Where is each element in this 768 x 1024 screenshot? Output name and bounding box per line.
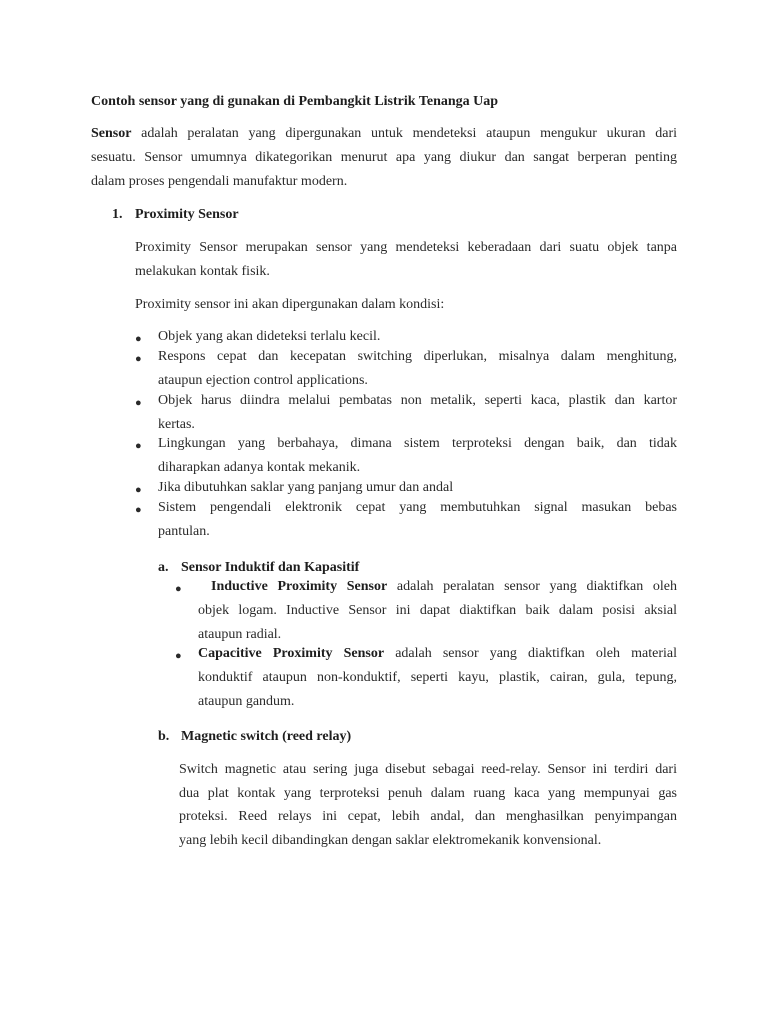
- list-item: Lingkungan yang berbahaya, dimana sistem terproteksi dengan baik, dan tidak: [158, 436, 677, 451]
- list-item: Sistem pengendali elektronik cepat yang membutuhkan signal masukan bebas: [158, 500, 677, 515]
- list-item-continuation: ataupun ejection control applications.: [158, 373, 368, 388]
- section-1-number: 1.: [112, 207, 123, 222]
- inductive-sensor-line-1: [211, 579, 677, 595]
- section-1-paragraph-line-2: melakukan kontak fisik.: [135, 264, 270, 279]
- subsection-a-letter: a.: [158, 560, 169, 575]
- intro-line-1: [91, 126, 677, 142]
- intro-line-1-text: adalah peralatan yang dipergunakan untuk mendeteksi ataupun mengukur ukuran dari: [141, 126, 677, 141]
- inductive-sensor-line-1-text: adalah peralatan sensor yang diaktifkan oleh: [396, 579, 677, 594]
- capacitive-sensor-line-2: konduktif ataupun non-konduktif, seperti kayu, plastik, cairan, gula, tepung,: [198, 670, 677, 685]
- inductive-sensor-term: Inductive Proximity Sensor: [211, 579, 388, 594]
- capacitive-sensor-term: Capacitive Proximity Sensor: [198, 646, 385, 661]
- list-item-continuation: diharapkan adanya kontak mekanik.: [158, 460, 361, 475]
- section-1-conditions-intro: Proximity sensor ini akan dipergunakan dalam kondisi:: [135, 297, 445, 312]
- section-1-paragraph-line-1: Proximity Sensor merupakan sensor yang mendeteksi keberadaan dari suatu objek tanpa: [135, 240, 677, 255]
- intro-term: Sensor: [91, 126, 132, 141]
- capacitive-sensor-line-1: [198, 646, 677, 662]
- reed-relay-line-3: proteksi. Reed relays ini cepat, lebih andal, dan menghasilkan penyimpangan: [179, 809, 677, 824]
- list-item-continuation: kertas.: [158, 417, 195, 432]
- list-item: Jika dibutuhkan saklar yang panjang umur dan andal: [158, 480, 454, 495]
- capacitive-sensor-line-1-text: adalah sensor yang diaktifkan oleh material: [395, 646, 677, 661]
- bullet-icon: ●: [135, 484, 142, 496]
- reed-relay-line-1: Switch magnetic atau sering juga disebut sebagai reed-relay. Sensor ini terdiri dari: [179, 762, 677, 777]
- list-item: Objek yang akan dideteksi terlalu kecil.: [158, 329, 381, 344]
- intro-line-3: dalam proses pengendali manufaktur modern.: [91, 174, 348, 189]
- bullet-icon: ●: [135, 440, 142, 452]
- bullet-icon: ●: [135, 333, 142, 345]
- intro-line-2: sesuatu. Sensor umumnya dikategorikan menurut apa yang diukur dan sangat berperan penting: [91, 150, 677, 165]
- reed-relay-line-2: dua plat kontak yang terproteksi penuh dalam ruang kaca yang mempunyai gas: [179, 786, 677, 801]
- list-item: Respons cepat dan kecepatan switching diperlukan, misalnya dalam menghitung,: [158, 349, 677, 364]
- list-item: Objek harus diindra melalui pembatas non metalik, seperti kaca, plastik dan kartor: [158, 393, 677, 408]
- bullet-icon: ●: [175, 583, 182, 595]
- bullet-icon: ●: [175, 650, 182, 662]
- subsection-a-heading: Sensor Induktif dan Kapasitif: [181, 560, 360, 575]
- inductive-sensor-line-2: objek logam. Inductive Sensor ini dapat diaktifkan baik dalam posisi aksial: [198, 603, 677, 618]
- bullet-icon: ●: [135, 353, 142, 365]
- inductive-sensor-line-3: ataupun radial.: [198, 627, 282, 642]
- capacitive-sensor-line-3: ataupun gandum.: [198, 694, 295, 709]
- document-title: Contoh sensor yang di gunakan di Pembangkit Listrik Tenanga Uap: [91, 94, 499, 109]
- section-1-heading: Proximity Sensor: [135, 207, 239, 222]
- subsection-b-letter: b.: [158, 729, 170, 744]
- subsection-b-heading: Magnetic switch (reed relay): [181, 729, 352, 744]
- bullet-icon: ●: [135, 504, 142, 516]
- bullet-icon: ●: [135, 397, 142, 409]
- reed-relay-line-4: yang lebih kecil dibandingkan dengan saklar elektromekanik konvensional.: [179, 833, 602, 848]
- list-item-continuation: pantulan.: [158, 524, 210, 539]
